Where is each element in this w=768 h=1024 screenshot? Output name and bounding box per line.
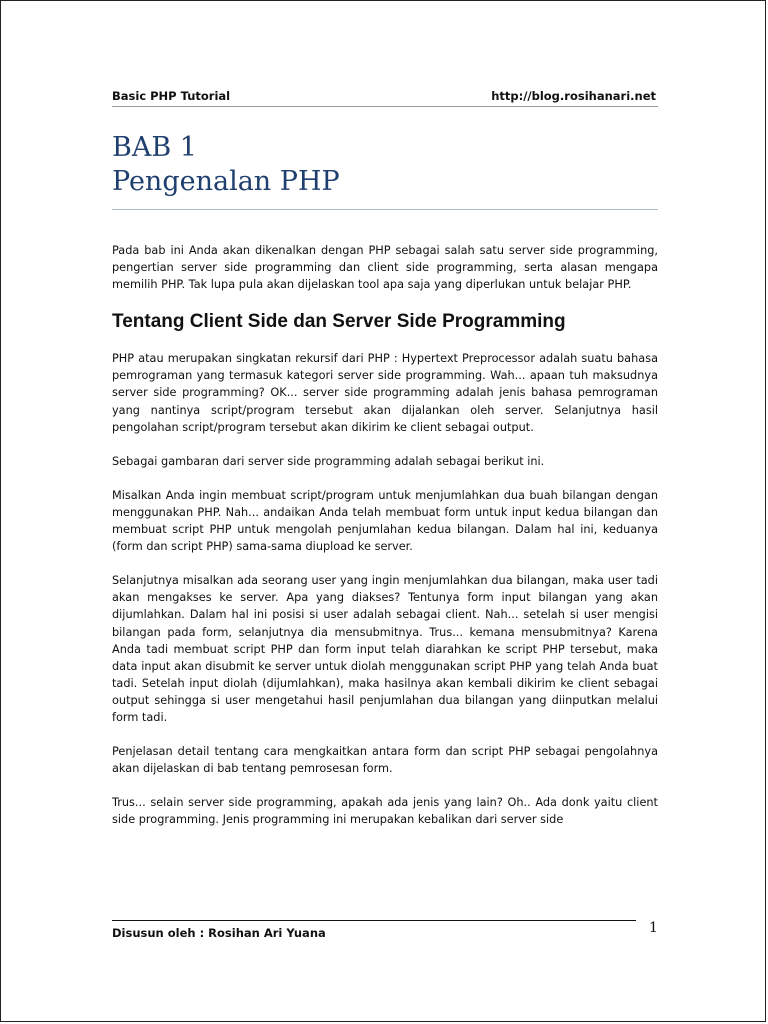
body-paragraph-2: Sebagai gambaran dari server side programming adalah sebagai berikut ini. [112,454,545,468]
document-body [112,242,658,845]
intro-paragraph: Pada bab ini Anda akan dikenalkan dengan PHP sebagai salah satu server side programming, pengertian server side programming dan client side programming, serta alasan mengapa memilih PHP. Tak lupa pula akan dijelaskan tool apa saja yang diperlukan untuk belajar PHP. [112,244,658,292]
body-paragraph-4: Selanjutnya misalkan ada seorang user yang ingin menjumlahkan dua bilangan, maka user tadi akan mengakses ke server. Apa yang diakses? Tentunya form input bilangan yang akan dijumlahkan. Dalam hal ini posisi si user adalah sebagai client. Nah... setelah si user mengisi bilangan pada form, selanjutnya dia mensubmitnya. Trus... kemana mensubmitnya? Karena Anda tadi membuat script PHP dan form input telah diarahkan ke script PHP tersebut, maka data input akan disubmit ke server untuk diolah menggunakan script PHP yang telah Anda buat tadi. Setelah input diolah (dijumlahkan), maka hasilnya akan kembali dikirim ke client sebagai output sehingga si user mengetahui hasil penjumlahan dua bilangan yang diinputkan melalui form tadi. [112,574,658,724]
section-heading: Tentang Client Side dan Server Side Programming [112,311,566,333]
chapter-number: BAB 1 [112,132,197,163]
body-paragraph-1: PHP atau merupakan singkatan rekursif dari PHP : Hypertext Preprocessor adalah suatu bahasa pemrograman yang termasuk kategori server side programming. Wah... apaan tuh maksudnya server side programming? OK... server side programming adalah jenis bahasa pemrograman yang nantinya script/program tersebut akan dijalankan oleh server. Selanjutnya hasil pengolahan script/program tersebut akan dikirim ke client sebagai output. [112,352,658,434]
footer-author: Disusun oleh : Rosihan Ari Yuana [112,926,326,940]
header-title: Basic PHP Tutorial [112,89,231,103]
page-header [112,88,658,107]
body-paragraph-5: Penjelasan detail tentang cara mengkaitkan antara form dan script PHP sebagai pengolahnya akan dijelaskan di bab tentang pemrosesan form. [112,745,658,776]
header-url[interactable]: http://blog.rosihanari.net [491,89,656,103]
footer-rule [112,920,636,921]
page-number: 1 [649,920,658,936]
chapter-heading [112,131,658,210]
body-paragraph-3: Misalkan Anda ingin membuat script/program untuk menjumlahkan dua buah bilangan dengan menggunakan PHP. Nah... andaikan Anda telah membuat form untuk input kedua bilangan dan membuat script PHP untuk mengolah penjumlahan kedua bilangan. Dalam hal ini, keduanya (form dan script PHP) sama-sama diupload ke server. [112,488,658,554]
chapter-title: Pengenalan PHP [112,166,340,197]
body-paragraph-6: Trus... selain server side programming, apakah ada jenis yang lain? Oh.. Ada donk yaitu client side programming. Jenis programming ini merupakan kebalikan dari server side [112,796,658,827]
